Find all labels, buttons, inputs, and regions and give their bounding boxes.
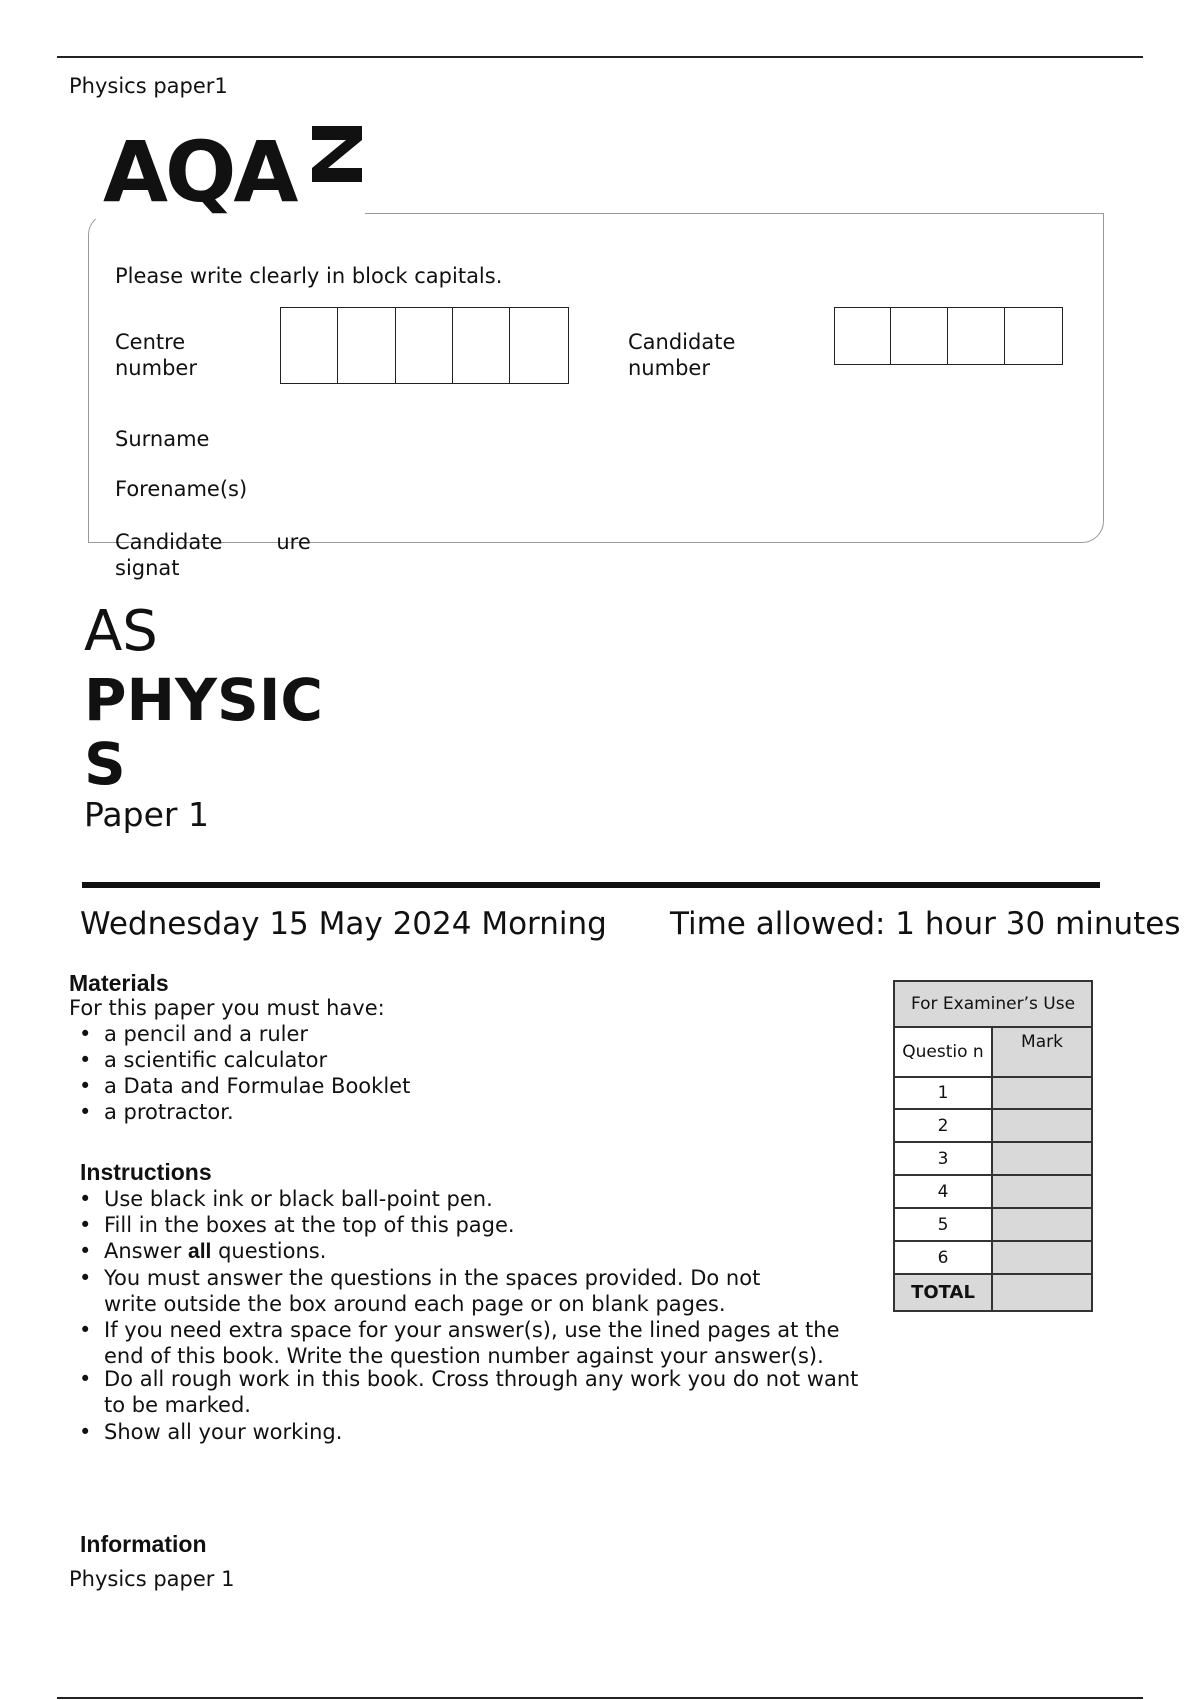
centre-number-digit-box[interactable] [510,307,569,384]
aqa-logo-mark-icon [308,124,364,184]
mark-cell[interactable] [992,1142,1092,1175]
examiner-use-table [893,980,1093,1312]
candidate-signature-label: Candidate ure signat [115,530,311,580]
mark-column-header: Mark [992,1027,1092,1077]
instructions-section [69,1159,859,1445]
materials-list [69,1021,849,1125]
paper-number: Paper 1 [84,795,209,834]
total-label: TOTAL [894,1274,992,1311]
page-header-label: Physics paper1 [69,74,228,98]
aqa-logo: AQA [103,120,365,224]
list-item: • a scientific calculator [69,1047,849,1073]
candidate-number-digit-box[interactable] [891,307,948,365]
list-item: • a pencil and a ruler [69,1021,849,1047]
information-heading: Information [80,1531,207,1557]
information-text: Physics paper 1 [69,1567,235,1591]
list-item: • If you need extra space for your answer(s), use the lined pages at the end of this book. Write the question number against your answer(s). [69,1317,864,1369]
instructions-list [69,1186,859,1445]
question-number-cell: 2 [894,1109,992,1142]
centre-number-digit-box[interactable] [396,307,453,384]
candidate-number-boxes [834,307,1063,365]
surname-label: Surname [115,427,210,451]
time-allowed: Time allowed: 1 hour 30 minutes [670,906,1181,942]
candidate-number-digit-box[interactable] [834,307,891,365]
mark-cell[interactable] [992,1241,1092,1274]
block-capitals-instruction: Please write clearly in block capitals. [115,264,503,288]
bottom-rule [57,1697,1143,1699]
list-item: • a protractor. [69,1099,849,1125]
list-item: • Fill in the boxes at the top of this page. [69,1212,859,1238]
question-number-cell: 4 [894,1175,992,1208]
candidate-number-label: Candidate number [628,330,736,380]
mark-cell[interactable] [992,1077,1092,1109]
title-divider [82,882,1100,888]
centre-number-digit-box[interactable] [280,307,338,384]
candidate-number-digit-box[interactable] [948,307,1005,365]
materials-section [69,970,849,1125]
question-number-cell: 6 [894,1241,992,1274]
materials-intro: For this paper you must have: [69,996,385,1020]
centre-number-label: Centre number [115,330,197,380]
candidate-number-digit-box[interactable] [1005,307,1063,365]
list-item: • You must answer the questions in the spaces provided. Do not write outside the box around each page or on blank pages. [69,1265,804,1317]
list-item: • Show all your working. [69,1419,859,1445]
question-number-cell: 1 [894,1077,992,1109]
qualification-level: AS [84,599,158,664]
centre-number-boxes [280,307,569,384]
question-number-cell: 5 [894,1208,992,1241]
list-item: • Do all rough work in this book. Cross through any work you do not want to be marked. [69,1366,864,1418]
list-item: • Use black ink or black ball-point pen. [69,1186,859,1212]
top-rule [57,56,1143,58]
examiner-table-title: For Examiner’s Use [894,981,1092,1027]
subject-title: PHYSICS [84,666,323,798]
centre-number-digit-box[interactable] [453,307,510,384]
mark-cell[interactable] [992,1175,1092,1208]
question-number-cell: 3 [894,1142,992,1175]
centre-number-digit-box[interactable] [338,307,396,384]
question-column-header: Questio n [894,1027,992,1077]
materials-heading: Materials [69,970,169,996]
total-mark-cell[interactable] [992,1274,1092,1311]
list-item: • a Data and Formulae Booklet [69,1073,849,1099]
list-item: • Answer all questions. [69,1238,859,1265]
exam-date: Wednesday 15 May 2024 Morning [80,906,607,942]
mark-cell[interactable] [992,1208,1092,1241]
instructions-heading: Instructions [80,1159,212,1185]
forenames-label: Forename(s) [115,477,248,501]
mark-cell[interactable] [992,1109,1092,1142]
